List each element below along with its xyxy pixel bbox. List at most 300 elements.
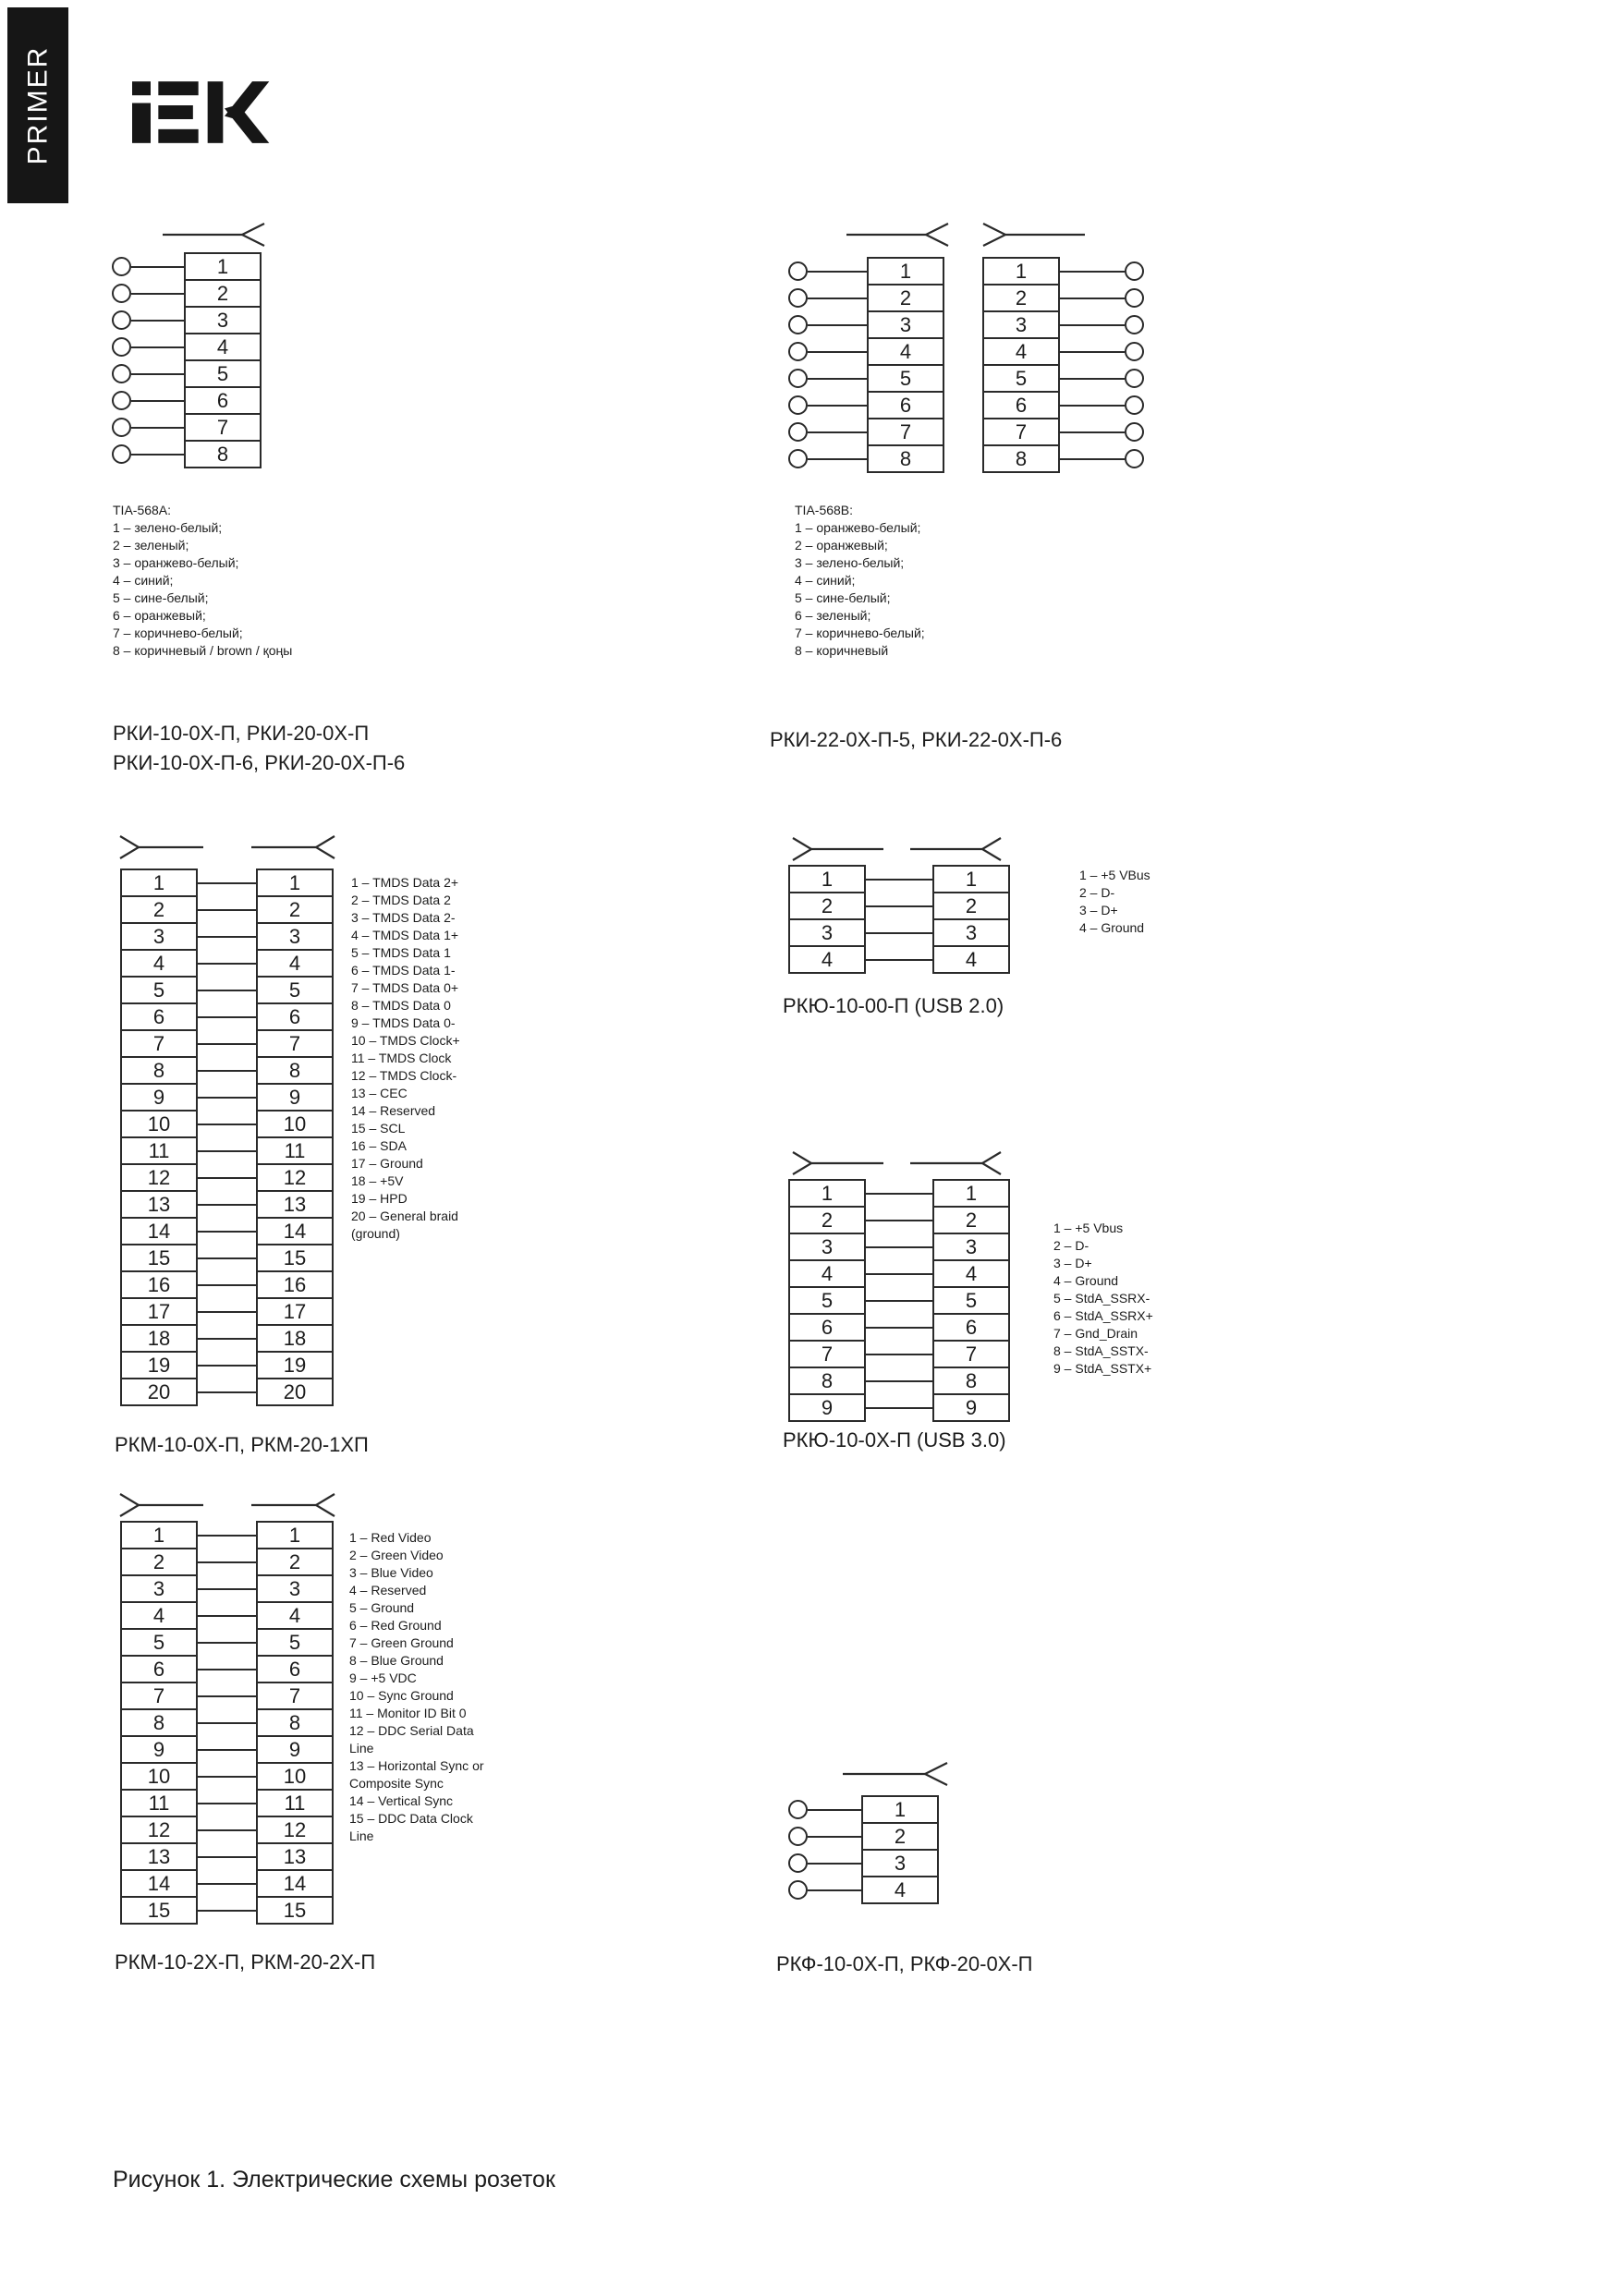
pin-cell: 10 — [120, 1762, 198, 1791]
pin-cell: 3 — [184, 306, 262, 334]
pin-cell: 14 — [120, 1217, 198, 1245]
product-label: РКЮ-10-00-П (USB 2.0) — [783, 994, 1004, 1017]
iek-logo-icon — [132, 81, 271, 143]
section-usb2 — [781, 832, 1354, 1044]
legend-line: 2 – зеленый; — [113, 538, 189, 553]
wire-line — [808, 458, 867, 460]
pin-row — [788, 918, 1010, 947]
pin-cell: 15 — [120, 1244, 198, 1272]
pin-cell: 4 — [788, 945, 866, 974]
pin-cell: 6 — [982, 391, 1060, 419]
legend-line: 16 – SDA — [351, 1138, 407, 1153]
pin-cell: 8 — [256, 1056, 334, 1085]
primer-label: PRIMER — [22, 45, 53, 165]
wire-terminal-circle — [112, 337, 131, 357]
pin-row — [788, 1313, 1010, 1342]
cable-arrow-icon — [910, 836, 1003, 862]
wire-line — [866, 1246, 932, 1248]
wire-line — [198, 1124, 256, 1125]
wire-line — [808, 351, 867, 353]
pin-row — [120, 1735, 334, 1764]
pin-cell: 2 — [867, 284, 944, 312]
wire-line — [198, 963, 256, 965]
pin-row — [120, 1655, 334, 1683]
wire-line — [131, 266, 184, 268]
pin-row — [120, 1601, 334, 1630]
wire-line — [198, 1284, 256, 1286]
legend-line: 7 – коричнево-белый; — [113, 626, 243, 640]
pin-cell: 5 — [867, 364, 944, 393]
pin-cell: 10 — [120, 1110, 198, 1138]
pin-row — [788, 945, 1010, 974]
wire-terminal-circle — [1125, 369, 1144, 388]
wire-line — [131, 454, 184, 456]
pin-row — [788, 1286, 1010, 1315]
pin-row — [120, 1816, 334, 1844]
legend-line: 14 – Vertical Sync — [349, 1793, 454, 1808]
pin-row — [788, 1179, 1010, 1208]
pin-row — [982, 418, 1144, 446]
pin-row — [120, 1521, 334, 1549]
legend-line: 12 – TMDS Clock- — [351, 1068, 457, 1083]
pin-cell: 13 — [256, 1842, 334, 1871]
legend-line: 3 – D+ — [1053, 1256, 1092, 1270]
pin-cell: 7 — [788, 1340, 866, 1368]
pin-row — [120, 1762, 334, 1791]
pin-cell: 7 — [256, 1029, 334, 1058]
wire-line — [1060, 324, 1125, 326]
pin-cell: 8 — [982, 444, 1060, 473]
wire-line — [866, 1354, 932, 1355]
pin-cell: 16 — [120, 1270, 198, 1299]
pin-cell: 1 — [982, 257, 1060, 285]
cable-arrow-icon — [791, 1150, 883, 1176]
pin-cell: 14 — [256, 1869, 334, 1898]
pin-columns — [120, 870, 334, 1406]
legend-line: 3 – оранжево-белый; — [113, 555, 239, 570]
wire-line — [198, 1365, 256, 1367]
cable-arrow-icon — [118, 834, 203, 860]
legend-line: 1 – TMDS Data 2+ — [351, 875, 459, 890]
pin-cell: 9 — [256, 1083, 334, 1112]
legend-lines — [113, 519, 292, 660]
vga-pinout-legend — [349, 1529, 520, 1845]
legend-lines — [1053, 1220, 1153, 1378]
wire-line — [198, 909, 256, 911]
legend-title: TIA-568A: — [113, 503, 172, 517]
pin-row — [788, 391, 944, 419]
pin-cell: 6 — [184, 386, 262, 415]
legend-line: 3 – зелено-белый; — [795, 555, 905, 570]
wire-line — [198, 1695, 256, 1697]
tia568b-legend — [795, 502, 925, 660]
legend-line: 6 – StdA_SSRX+ — [1053, 1308, 1153, 1323]
wire-line — [198, 1803, 256, 1804]
wire-terminal-circle — [112, 310, 131, 330]
legend-title: TIA-568B: — [795, 503, 854, 517]
legend-line: 11 – Monitor ID Bit 0 — [349, 1706, 467, 1720]
pin-cell: 1 — [932, 865, 1010, 893]
pin-cell: 6 — [788, 1313, 866, 1342]
pin-cell: 15 — [256, 1896, 334, 1925]
pin-cell: 3 — [982, 310, 1060, 339]
pin-cell: 7 — [120, 1682, 198, 1710]
pin-row — [120, 1789, 334, 1817]
wire-line — [1060, 378, 1125, 380]
pin-row — [788, 1822, 939, 1851]
pin-cell: 4 — [184, 333, 262, 361]
wire-line — [1060, 458, 1125, 460]
pin-cell: 6 — [120, 1002, 198, 1031]
legend-line: 4 – Reserved — [349, 1583, 427, 1597]
pin-cell: 11 — [120, 1789, 198, 1817]
wire-line — [198, 1204, 256, 1206]
pin-cell: 14 — [256, 1217, 334, 1245]
section-rj45-tia568b — [767, 217, 1192, 808]
pin-cell: 2 — [932, 892, 1010, 920]
wire-line — [131, 293, 184, 295]
pin-cell: 11 — [120, 1136, 198, 1165]
pin-cell: 3 — [120, 1574, 198, 1603]
pin-cell: 3 — [867, 310, 944, 339]
pin-cell: 8 — [788, 1367, 866, 1395]
pin-cell: 9 — [256, 1735, 334, 1764]
wire-line — [808, 271, 867, 273]
pin-cell: 7 — [256, 1682, 334, 1710]
pin-row — [788, 1849, 939, 1877]
pin-columns — [788, 867, 1010, 974]
legend-line: 4 – Ground — [1053, 1273, 1119, 1288]
pin-row — [120, 1708, 334, 1737]
legend-line: 8 – Blue Ground — [349, 1653, 444, 1668]
pin-row — [120, 1163, 334, 1192]
pin-row — [120, 895, 334, 924]
wire-terminal-circle — [112, 444, 131, 464]
legend-line: 4 – синий; — [795, 573, 856, 588]
pin-row — [788, 892, 1010, 920]
pin-row — [788, 257, 944, 285]
wire-line — [198, 1043, 256, 1045]
pin-cell: 1 — [932, 1179, 1010, 1208]
pin-cell: 7 — [867, 418, 944, 446]
wire-line — [1060, 298, 1125, 299]
product-label: РКМ-10-2Х-П, РКМ-20-2Х-П — [115, 1950, 376, 1974]
pin-row — [788, 337, 944, 366]
wire-terminal-circle — [112, 418, 131, 437]
pin-cell: 1 — [867, 257, 944, 285]
product-label: РКМ-10-0Х-П, РКМ-20-1ХП — [115, 1433, 369, 1456]
pin-cell: 15 — [120, 1896, 198, 1925]
pin-cell: 4 — [788, 1259, 866, 1288]
cable-arrow-icon — [251, 834, 336, 860]
product-label — [113, 719, 405, 778]
pin-cell: 12 — [256, 1163, 334, 1192]
wire-line — [198, 1016, 256, 1018]
wire-terminal-circle — [112, 257, 131, 276]
pin-row — [120, 1083, 334, 1112]
pin-cell: 16 — [256, 1270, 334, 1299]
wire-line — [866, 1327, 932, 1329]
pin-cell: 5 — [788, 1286, 866, 1315]
pin-cell: 6 — [256, 1002, 334, 1031]
pin-cell: 3 — [256, 1574, 334, 1603]
wire-line — [198, 1776, 256, 1778]
pin-cell: 2 — [861, 1822, 939, 1851]
pin-cell: 4 — [932, 945, 1010, 974]
pin-row — [112, 359, 262, 388]
pin-cell: 3 — [932, 918, 1010, 947]
wire-line — [198, 1097, 256, 1099]
wire-line — [808, 431, 867, 433]
pin-cell: 15 — [256, 1244, 334, 1272]
legend-line: 11 – TMDS Clock — [351, 1051, 452, 1065]
wire-terminal-circle — [788, 1800, 808, 1819]
wire-line — [131, 400, 184, 402]
primer-side-tab — [7, 7, 68, 203]
wire-line — [198, 1177, 256, 1179]
pin-row — [788, 310, 944, 339]
wire-terminal-circle — [1125, 288, 1144, 308]
pin-row — [112, 252, 262, 281]
pin-cell: 2 — [788, 892, 866, 920]
pin-cell: 7 — [932, 1340, 1010, 1368]
pin-cell: 2 — [184, 279, 262, 308]
hdmi-pinout-legend — [351, 874, 517, 1243]
wire-terminal-circle — [1125, 395, 1144, 415]
wire-terminal-circle — [788, 288, 808, 308]
legend-line: 12 – DDC Serial Data — [349, 1723, 474, 1738]
pin-row — [120, 1217, 334, 1245]
wire-line — [198, 1561, 256, 1563]
cable-arrow-icon — [846, 222, 950, 248]
pin-cell: 13 — [120, 1842, 198, 1871]
pin-row — [120, 869, 334, 897]
legend-line: 15 – DDC Data Clock — [349, 1811, 473, 1826]
pin-row — [788, 1367, 1010, 1395]
legend-line: 2 – TMDS Data 2 — [351, 893, 451, 907]
pin-cell: 11 — [256, 1789, 334, 1817]
legend-line: 6 – TMDS Data 1- — [351, 963, 456, 978]
pin-row — [120, 1869, 334, 1898]
pin-cell: 7 — [120, 1029, 198, 1058]
wire-terminal-circle — [112, 284, 131, 303]
wire-terminal-circle — [788, 261, 808, 281]
legend-line: 17 – Ground — [351, 1156, 423, 1171]
wire-line — [808, 1863, 861, 1865]
figure-caption: Рисунок 1. Электрические схемы розеток — [113, 2167, 555, 2193]
wire-terminal-circle — [788, 1880, 808, 1900]
pin-cell: 4 — [861, 1876, 939, 1904]
pin-row — [112, 333, 262, 361]
legend-line: 6 – зеленый; — [795, 608, 871, 623]
pin-cell: 8 — [120, 1056, 198, 1085]
wire-terminal-circle — [1125, 261, 1144, 281]
wire-line — [866, 959, 932, 961]
wire-line — [866, 1300, 932, 1302]
pin-row — [788, 1876, 939, 1904]
legend-lines — [351, 874, 517, 1243]
pin-cell: 1 — [861, 1795, 939, 1824]
cable-arrow-icon — [981, 222, 1085, 248]
pin-cell: 1 — [120, 1521, 198, 1549]
pin-row — [120, 1002, 334, 1031]
legend-line: 2 – D- — [1079, 885, 1115, 900]
wire-line — [198, 1669, 256, 1670]
wire-terminal-circle — [112, 364, 131, 383]
pin-columns — [120, 1523, 334, 1925]
wire-line — [808, 324, 867, 326]
wire-line — [198, 1722, 256, 1724]
wire-terminal-circle — [788, 315, 808, 334]
legend-line: 9 – StdA_SSTX+ — [1053, 1361, 1152, 1376]
wire-line — [198, 1749, 256, 1751]
pin-cell: 18 — [256, 1324, 334, 1353]
wire-line — [198, 1338, 256, 1340]
pin-cell: 12 — [120, 1816, 198, 1844]
legend-line: 4 – синий; — [113, 573, 174, 588]
product-label-line: РКИ-10-0Х-П, РКИ-20-0Х-П — [113, 722, 370, 745]
legend-line: 10 – Sync Ground — [349, 1688, 454, 1703]
wire-line — [198, 1535, 256, 1537]
legend-line: Line — [349, 1741, 374, 1755]
pin-cell: 5 — [256, 1628, 334, 1657]
wire-line — [198, 1642, 256, 1644]
legend-line: 8 – TMDS Data 0 — [351, 998, 451, 1013]
legend-line: 3 – D+ — [1079, 903, 1118, 917]
wire-line — [808, 1836, 861, 1838]
pin-row — [982, 257, 1144, 285]
pin-cell: 18 — [120, 1324, 198, 1353]
pin-row — [120, 1628, 334, 1657]
pin-cell: 13 — [256, 1190, 334, 1219]
wire-line — [198, 1829, 256, 1831]
pin-row — [120, 1029, 334, 1058]
wire-line — [198, 1257, 256, 1259]
wire-terminal-circle — [1125, 315, 1144, 334]
pin-cell: 5 — [982, 364, 1060, 393]
wire-line — [131, 373, 184, 375]
cable-arrow-icon — [843, 1761, 949, 1787]
pin-row — [788, 1233, 1010, 1261]
legend-line: Line — [349, 1828, 374, 1843]
pin-cell: 5 — [120, 976, 198, 1004]
pin-row — [982, 337, 1144, 366]
pin-cell: 17 — [120, 1297, 198, 1326]
legend-line: 1 – Red Video — [349, 1530, 432, 1545]
product-label: РКФ-10-0Х-П, РКФ-20-0Х-П — [776, 1952, 1033, 1975]
pin-cell: 19 — [256, 1351, 334, 1379]
pin-row — [982, 364, 1144, 393]
wire-terminal-circle — [788, 369, 808, 388]
legend-line: 1 – оранжево-белый; — [795, 520, 921, 535]
product-label: РКИ-22-0Х-П-5, РКИ-22-0Х-П-6 — [770, 728, 1063, 751]
pin-cell: 8 — [867, 444, 944, 473]
pin-cell: 5 — [932, 1286, 1010, 1315]
pin-cell: 4 — [256, 1601, 334, 1630]
pin-cell: 2 — [932, 1206, 1010, 1234]
legend-line: 5 – Ground — [349, 1600, 415, 1615]
legend-line: 7 – Gnd_Drain — [1053, 1326, 1138, 1341]
pin-cell: 4 — [932, 1259, 1010, 1288]
wire-line — [866, 879, 932, 881]
pin-row — [120, 1548, 334, 1576]
pin-cell: 4 — [120, 1601, 198, 1630]
pin-cell: 17 — [256, 1297, 334, 1326]
usb3-pinout-legend — [1053, 1220, 1153, 1378]
pin-row — [112, 413, 262, 442]
section-audio — [774, 1755, 1163, 1996]
pin-cell: 1 — [184, 252, 262, 281]
legend-line: 5 – сине-белый; — [113, 590, 209, 605]
legend-line: 3 – Blue Video — [349, 1565, 433, 1580]
legend-line: 6 – Red Ground — [349, 1618, 442, 1633]
legend-line: 9 – TMDS Data 0- — [351, 1015, 456, 1030]
pin-row — [120, 1136, 334, 1165]
pin-row — [120, 1244, 334, 1272]
legend-line: 8 – коричневый / brown / қоңы — [113, 643, 293, 658]
product-label: РКЮ-10-0Х-П (USB 3.0) — [783, 1428, 1006, 1452]
pin-cell: 9 — [120, 1735, 198, 1764]
cable-arrow-icon — [791, 836, 883, 862]
wire-line — [198, 882, 256, 884]
legend-line: 7 – коричнево-белый; — [795, 626, 925, 640]
wire-line — [198, 1588, 256, 1590]
wire-line — [131, 427, 184, 429]
pin-row — [120, 1297, 334, 1326]
legend-line: 2 – D- — [1053, 1238, 1089, 1253]
product-label-line: РКИ-10-0Х-П-6, РКИ-20-0Х-П-6 — [113, 751, 406, 774]
pin-row — [982, 284, 1144, 312]
pin-cell: 2 — [982, 284, 1060, 312]
legend-line: 9 – +5 VDC — [349, 1670, 417, 1685]
legend-line: 13 – Horizontal Sync or — [349, 1758, 484, 1773]
pin-cell: 8 — [184, 440, 262, 468]
pin-cell: 3 — [256, 922, 334, 951]
pin-cell: 4 — [256, 949, 334, 978]
pin-cell: 12 — [120, 1163, 198, 1192]
pin-row — [120, 1896, 334, 1925]
wire-line — [1060, 271, 1125, 273]
pin-row — [788, 1795, 939, 1824]
legend-line: 15 – SCL — [351, 1121, 406, 1136]
pin-cell: 3 — [932, 1233, 1010, 1261]
pin-row — [982, 444, 1144, 473]
pin-cell: 7 — [184, 413, 262, 442]
cable-arrow-icon — [251, 1492, 336, 1518]
pin-cell: 6 — [120, 1655, 198, 1683]
wire-line — [866, 905, 932, 907]
pin-row — [982, 310, 1144, 339]
legend-line: 10 – TMDS Clock+ — [351, 1033, 460, 1048]
wire-terminal-circle — [788, 395, 808, 415]
pin-row — [112, 306, 262, 334]
pin-columns — [788, 1181, 1010, 1422]
legend-line: 2 – оранжевый; — [795, 538, 888, 553]
pin-row — [112, 279, 262, 308]
wire-line — [198, 1391, 256, 1393]
pin-cell: 3 — [788, 918, 866, 947]
pin-cell: 1 — [788, 1179, 866, 1208]
legend-line: 5 – StdA_SSRX- — [1053, 1291, 1150, 1306]
pin-cell: 8 — [256, 1708, 334, 1737]
pin-row — [788, 284, 944, 312]
pin-column-right — [982, 259, 1144, 473]
wire-terminal-circle — [788, 1827, 808, 1846]
pin-cell: 6 — [932, 1313, 1010, 1342]
pin-cell: 5 — [120, 1628, 198, 1657]
pin-cell: 1 — [120, 869, 198, 897]
wire-line — [198, 1910, 256, 1912]
